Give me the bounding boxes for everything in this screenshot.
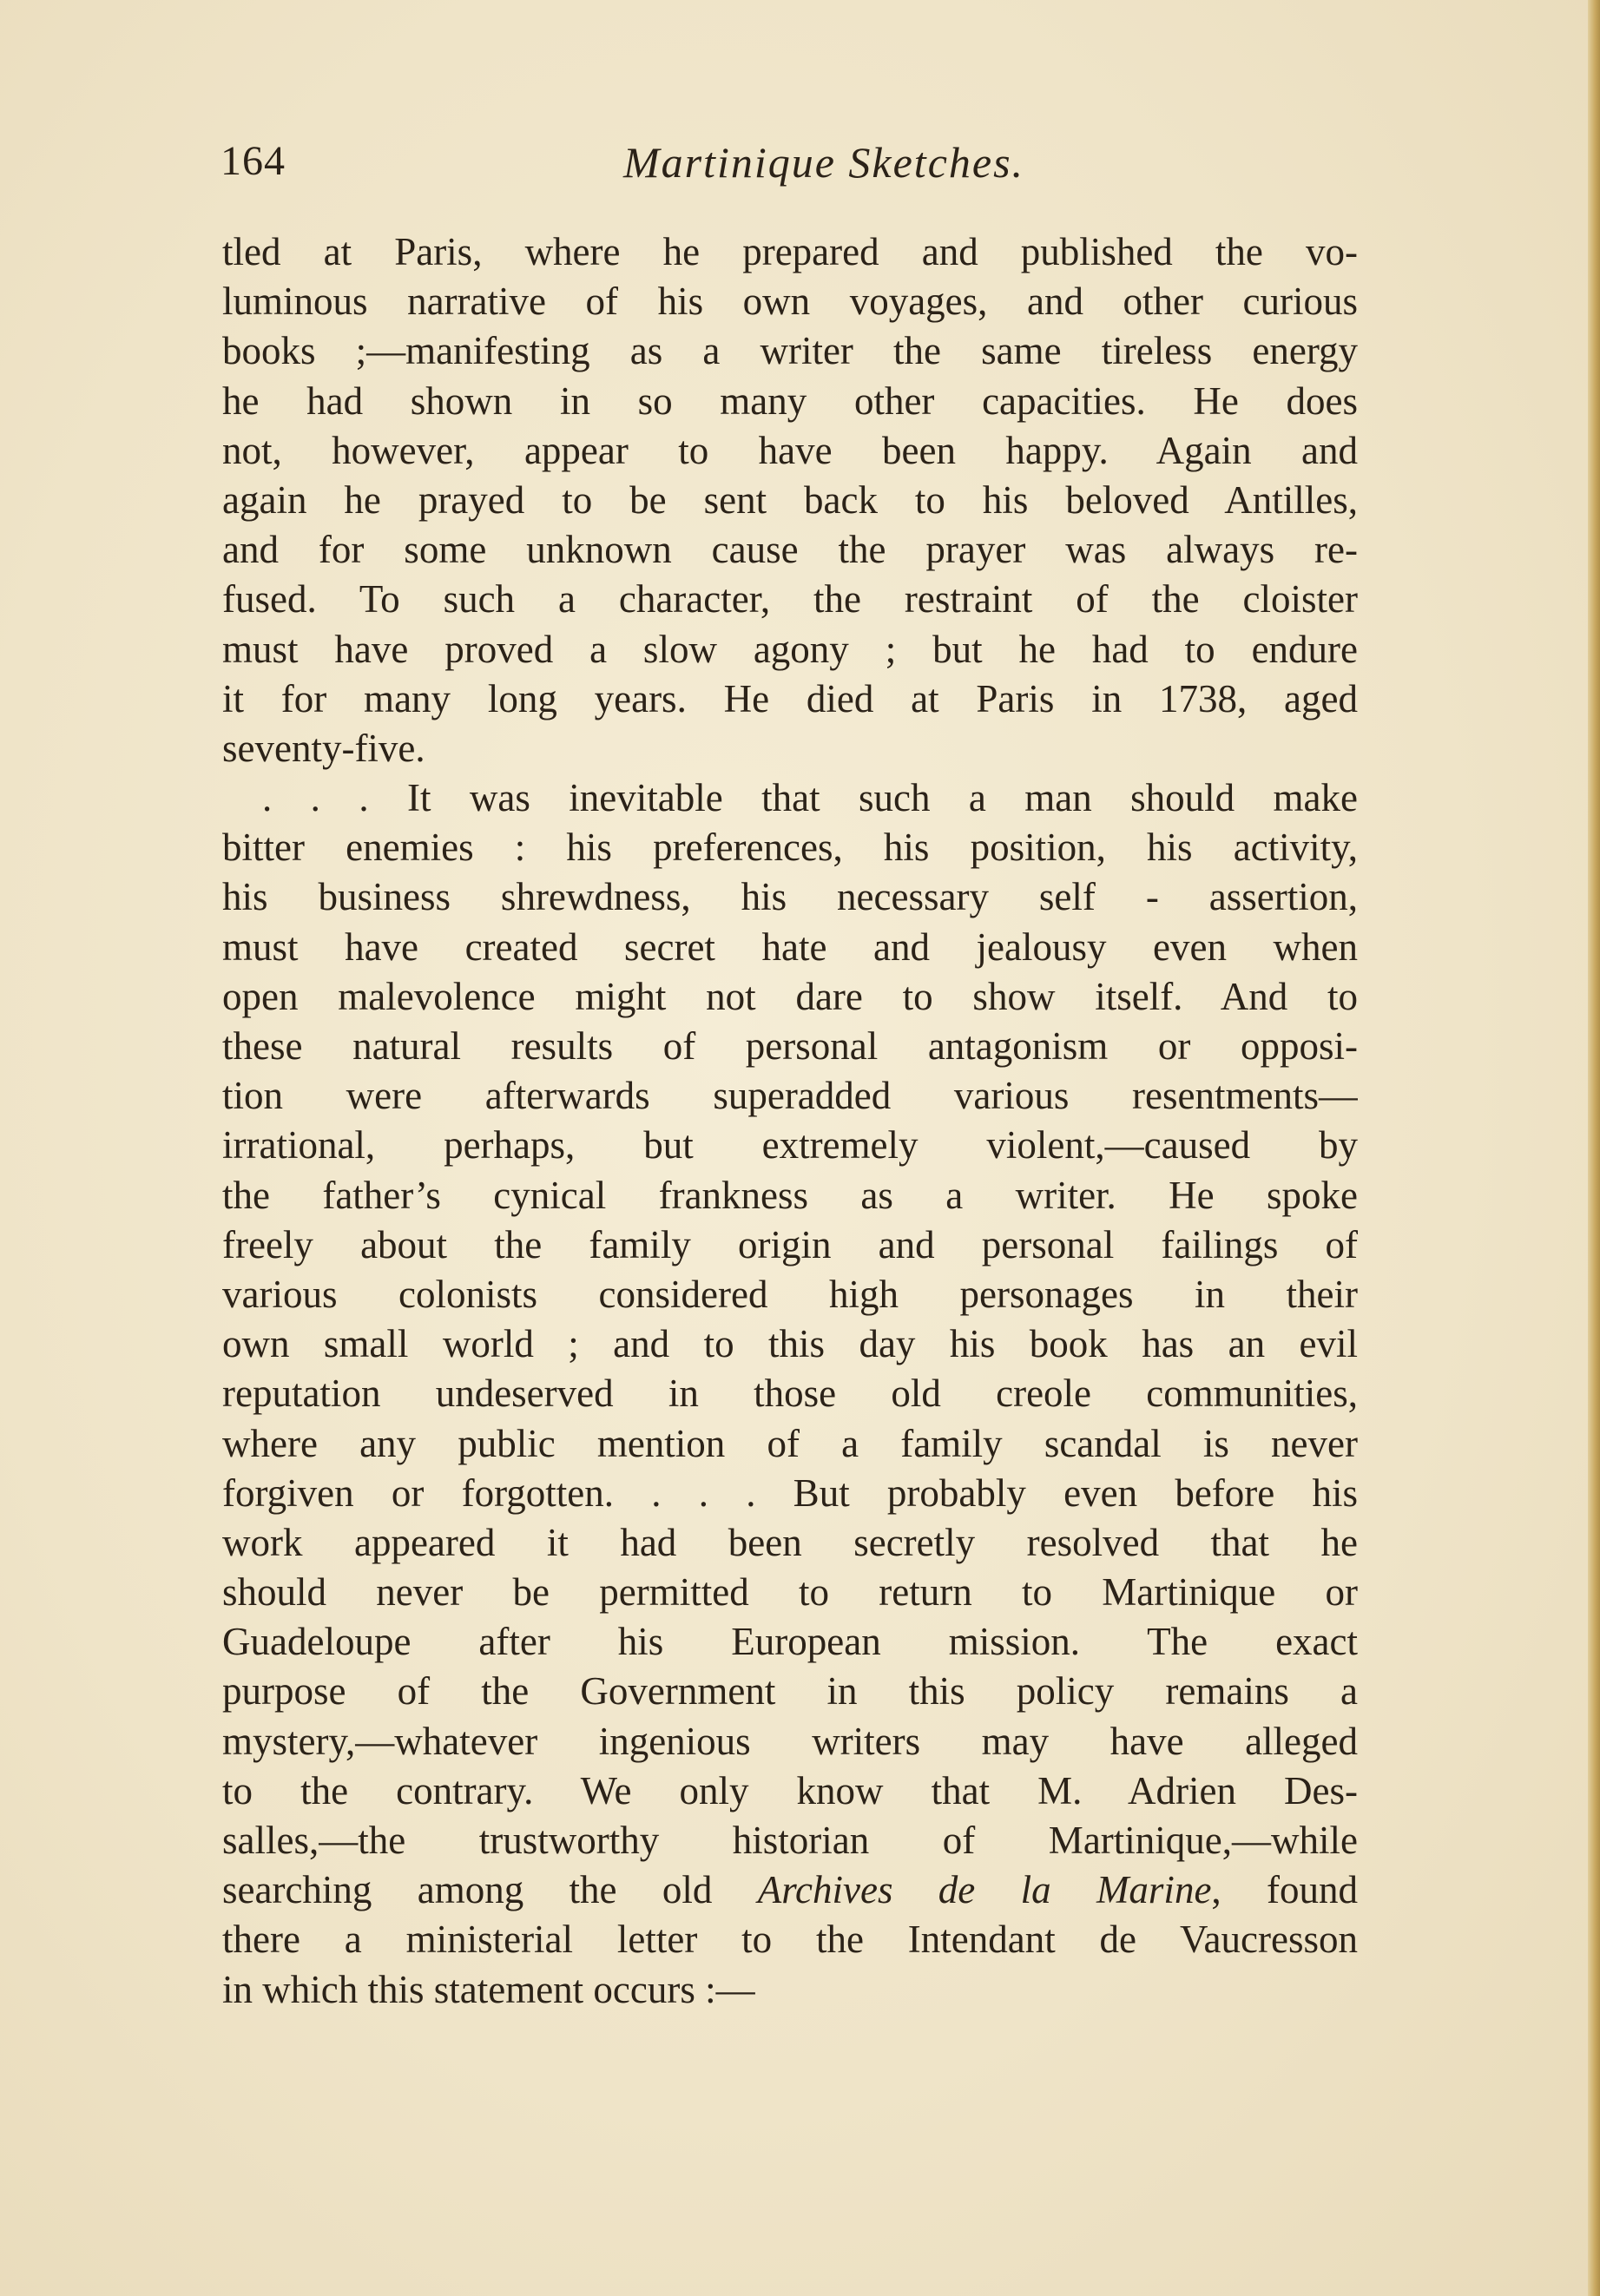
text-line: it for many long years. He died at Paris in 1738, aged bbox=[222, 676, 1358, 720]
text-line: Guadeloupe after his European mission. The exact bbox=[222, 1620, 1358, 1664]
text-line: tled at Paris, where he prepared and published the vo- bbox=[222, 230, 1358, 273]
text-line: freely about the family origin and personal failings of bbox=[222, 1222, 1358, 1266]
text-line: tion were afterwards superadded various resentments— bbox=[222, 1074, 1358, 1118]
text-line: these natural results of personal antagonism or opposi- bbox=[222, 1024, 1358, 1068]
text-line: bitter enemies : his preferences, his position, his activity, bbox=[222, 826, 1358, 870]
text-line: . . . It was inevitable that such a man should make bbox=[262, 776, 1358, 820]
italic-title: Archives de la Marine bbox=[757, 1868, 1212, 1912]
text-line: salles,—the trustworthy historian of Martinique,—while bbox=[222, 1819, 1358, 1862]
text-line: fused. To such a character, the restraint of the cloister bbox=[222, 577, 1358, 622]
text-line: not, however, appear to have been happy. Again and bbox=[222, 428, 1358, 472]
text-line: and for some unknown cause the prayer was always re- bbox=[222, 528, 1358, 572]
text-line: irrational, perhaps, but extremely violent,—caused by bbox=[222, 1123, 1358, 1168]
text-line: again he prayed to be sent back to his beloved Antilles, bbox=[222, 477, 1358, 522]
text-line: reputation undeserved in those old creole communities, bbox=[222, 1372, 1358, 1416]
text-line: where any public mention of a family scandal is never bbox=[222, 1421, 1358, 1465]
text-line: open malevolence might not dare to show itself. And to bbox=[222, 974, 1358, 1018]
page-edge bbox=[1588, 0, 1600, 2296]
text-line: he had shown in so many other capacities. He does bbox=[222, 378, 1358, 423]
text-line: to the contrary. We only know that M. Adrien Des- bbox=[222, 1768, 1358, 1812]
page-number: 164 bbox=[221, 138, 286, 184]
text-line: the father’s cynical frankness as a writer. He spoke bbox=[222, 1173, 1358, 1217]
text-line: purpose of the Government in this policy remains a bbox=[222, 1669, 1358, 1714]
text-line: must have created secret hate and jealousy even when bbox=[222, 924, 1358, 969]
text-line-with-italic bbox=[222, 1865, 1358, 1915]
text-line: in which this statement occurs :— bbox=[222, 1967, 755, 2011]
text-line: his business shrewdness, his necessary self - assertion, bbox=[222, 875, 1358, 919]
text-line: work appeared it had been secretly resolved that he bbox=[222, 1520, 1358, 1564]
text-line: there a ministerial letter to the Intendant de Vaucresson bbox=[222, 1918, 1358, 1962]
text-line: must have proved a slow agony ; but he had to endure bbox=[222, 627, 1358, 671]
page-header bbox=[221, 137, 1358, 198]
body-text bbox=[222, 227, 1358, 2015]
text-line: various colonists considered high personages in their bbox=[222, 1272, 1358, 1316]
text-line: mystery,—whatever ingenious writers may have alleged bbox=[222, 1719, 1358, 1763]
text-segment: , found bbox=[1211, 1868, 1358, 1912]
text-line: seventy-five. bbox=[222, 726, 425, 770]
text-line: forgiven or forgotten. . . . But probably even before his bbox=[222, 1470, 1358, 1515]
running-title: Martinique Sketches. bbox=[622, 138, 1025, 187]
text-line: own small world ; and to this day his book has an evil bbox=[222, 1322, 1358, 1366]
text-line: books ;—manifesting as a writer the same tireless energy bbox=[222, 329, 1358, 373]
text-line: luminous narrative of his own voyages, and other curious bbox=[222, 280, 1358, 324]
text-segment: searching among the old bbox=[222, 1868, 758, 1912]
text-line: should never be permitted to return to Martinique or bbox=[222, 1570, 1358, 1615]
